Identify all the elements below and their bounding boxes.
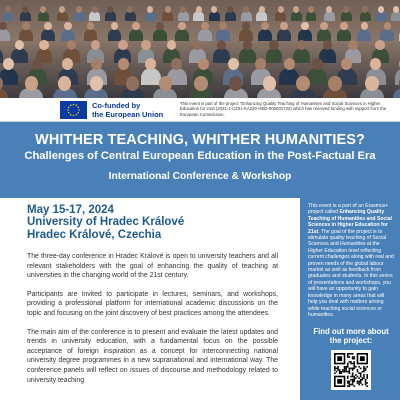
audience-head [90,76,103,91]
audience-member [108,29,122,41]
eu-funding-note: This event is part of the project “Enhancing Quality Teaching of Humanities and Social Sciences in Higher Education for 21st (2021-1-CZ01-KA220-HED-000031722) which has received funding with support from the European Commission. [180,101,387,117]
sidebar-intro: This event is a part of an Erasmus+ project called [308,203,389,216]
audience-head [375,40,384,50]
audience-member [277,29,291,41]
audience-member [141,68,161,86]
audience-head [278,6,284,13]
audience-member [225,11,236,21]
audience-member [324,11,335,21]
audience-member [293,48,310,63]
audience-member [129,29,143,41]
audience-head [58,76,71,91]
audience-head [348,40,357,50]
sidebar-text [308,203,394,318]
qr-code-icon[interactable] [331,350,371,390]
sidebar-body: . The goal of the project is to stimulate quality teaching of Social Sciences and Humanities at the Higher Education level reflecting current challenges along with real and proven needs of the global labour market as well as feedback from graduates and students. In this series of presentations and workshops, you will have an opportunity to gain knowledge in many areas that will help you deal with matters arising while teaching social sciences or humanities. [308,228,394,318]
audience-head [269,40,278,50]
audience-head [228,58,239,70]
audience-head [147,6,153,13]
audience-head [59,6,65,13]
audience-head [40,6,46,13]
find-out-more: Find out more about the project: [313,327,389,346]
eu-line-1: Co-funded by [92,101,141,110]
audience-member [239,48,256,63]
sidebar-project-name: Enhancing Quality Teaching of Humanities and Social Sciences in Higher Education for 21st [308,209,392,235]
audience-member [216,29,230,41]
event-venue: University of Hradec Králové [27,216,185,228]
audience-member [337,29,351,41]
audience-member [193,11,204,21]
audience-member [178,11,189,21]
audience-head [263,76,276,91]
title-band [0,122,400,198]
audience-member [256,11,267,21]
conference-subtitle: Challenges of Central European Education in the Post-Factual Era [24,150,376,162]
audience-member [74,11,85,21]
audience-head [32,58,43,70]
audience-head [159,76,172,91]
audience-head [194,76,207,91]
audience-head [378,6,384,13]
audience-head [242,22,250,30]
audience-member [198,29,212,41]
audience-member [0,29,10,41]
eu-line-2: the European Union [92,110,164,119]
audience-head [243,6,249,13]
audience-member [19,29,33,41]
audience-member [266,48,283,63]
audience-member [306,11,317,21]
audience-member [89,11,100,21]
eu-flag-icon [60,101,87,119]
main-content [0,198,292,400]
audience-member [3,11,14,21]
audience-head [141,40,150,50]
hero-photo [0,0,400,98]
audience-head [211,6,217,13]
audience-head [39,40,48,50]
paragraph-1: The three-day conference in Hradec Králové is open to university teachers and all relevant stakeholders with the goal of enhancing the quality of teaching at universities in the changing world of the 21st century. [27,253,278,280]
eu-cofunded-label [92,101,163,119]
audience-head [5,6,11,13]
audience-head [198,58,209,70]
audience-member [0,88,8,98]
audience-head [196,6,202,13]
audience-head [44,22,52,30]
audience-head [328,76,341,91]
audience-member [153,29,167,41]
audience-member [291,11,302,21]
conference-title: WHITHER TEACHING, WHITHER HUMANITIES? [35,132,365,148]
audience-head [229,76,242,91]
audience-head [312,58,323,70]
audience-member [38,11,49,21]
audience-head [365,76,378,91]
audience-head [296,76,309,91]
audience-head [280,22,288,30]
audience-head [308,6,314,13]
audience-head [25,76,38,91]
audience-member [275,11,286,21]
paragraph-3: The main aim of the conference is to present and evaluate the latest updates and trends in university education, with a fundamental focus on the possible acceptance of foreign inspiration as a concept for interconnecting national university degree programmes in a new supranational and international way. The conference panels will reflect on issues of discourse and methodology related to university teaching [27,328,278,384]
audience-member [241,11,252,21]
audience-member [209,11,220,21]
audience-member [307,68,327,86]
audience-head [180,6,186,13]
paragraph-2: Participants are invited to participate in lectures, seminars, and workshops, providing a professional platform for international academic discussions on the topic and focusing on the joint discovery of best practices among the attendees. [27,290,278,317]
audience-member [258,29,272,41]
audience-member [162,11,173,21]
audience-head [3,58,14,70]
audience-head [284,58,295,70]
conference-kind: International Conference & Workshop [108,171,292,182]
audience-head [192,40,201,50]
audience-member [393,88,400,98]
audience-member [20,11,31,21]
audience-member [145,11,156,21]
audience-head [165,6,171,13]
audience-member [341,11,352,21]
audience-head [92,6,98,13]
audience-member [125,11,136,21]
audience-member [175,29,189,41]
audience-member [57,11,68,21]
eu-funding-banner [0,98,400,122]
event-date: May 15-17, 2024 [27,204,114,216]
audience-head [118,40,127,50]
audience-head [107,6,113,13]
audience-head [326,6,332,13]
audience-member [391,11,400,21]
audience-head [259,6,265,13]
event-place: Hradec Králové, Czechia [27,229,162,241]
audience-member [357,29,371,41]
audience-member [376,11,387,21]
audience-member [360,11,371,21]
audience-member [105,11,116,21]
audience-head [126,76,139,91]
audience-head [127,6,133,13]
audience-member [380,29,394,41]
audience-head [343,6,349,13]
project-sidebar [300,198,400,400]
